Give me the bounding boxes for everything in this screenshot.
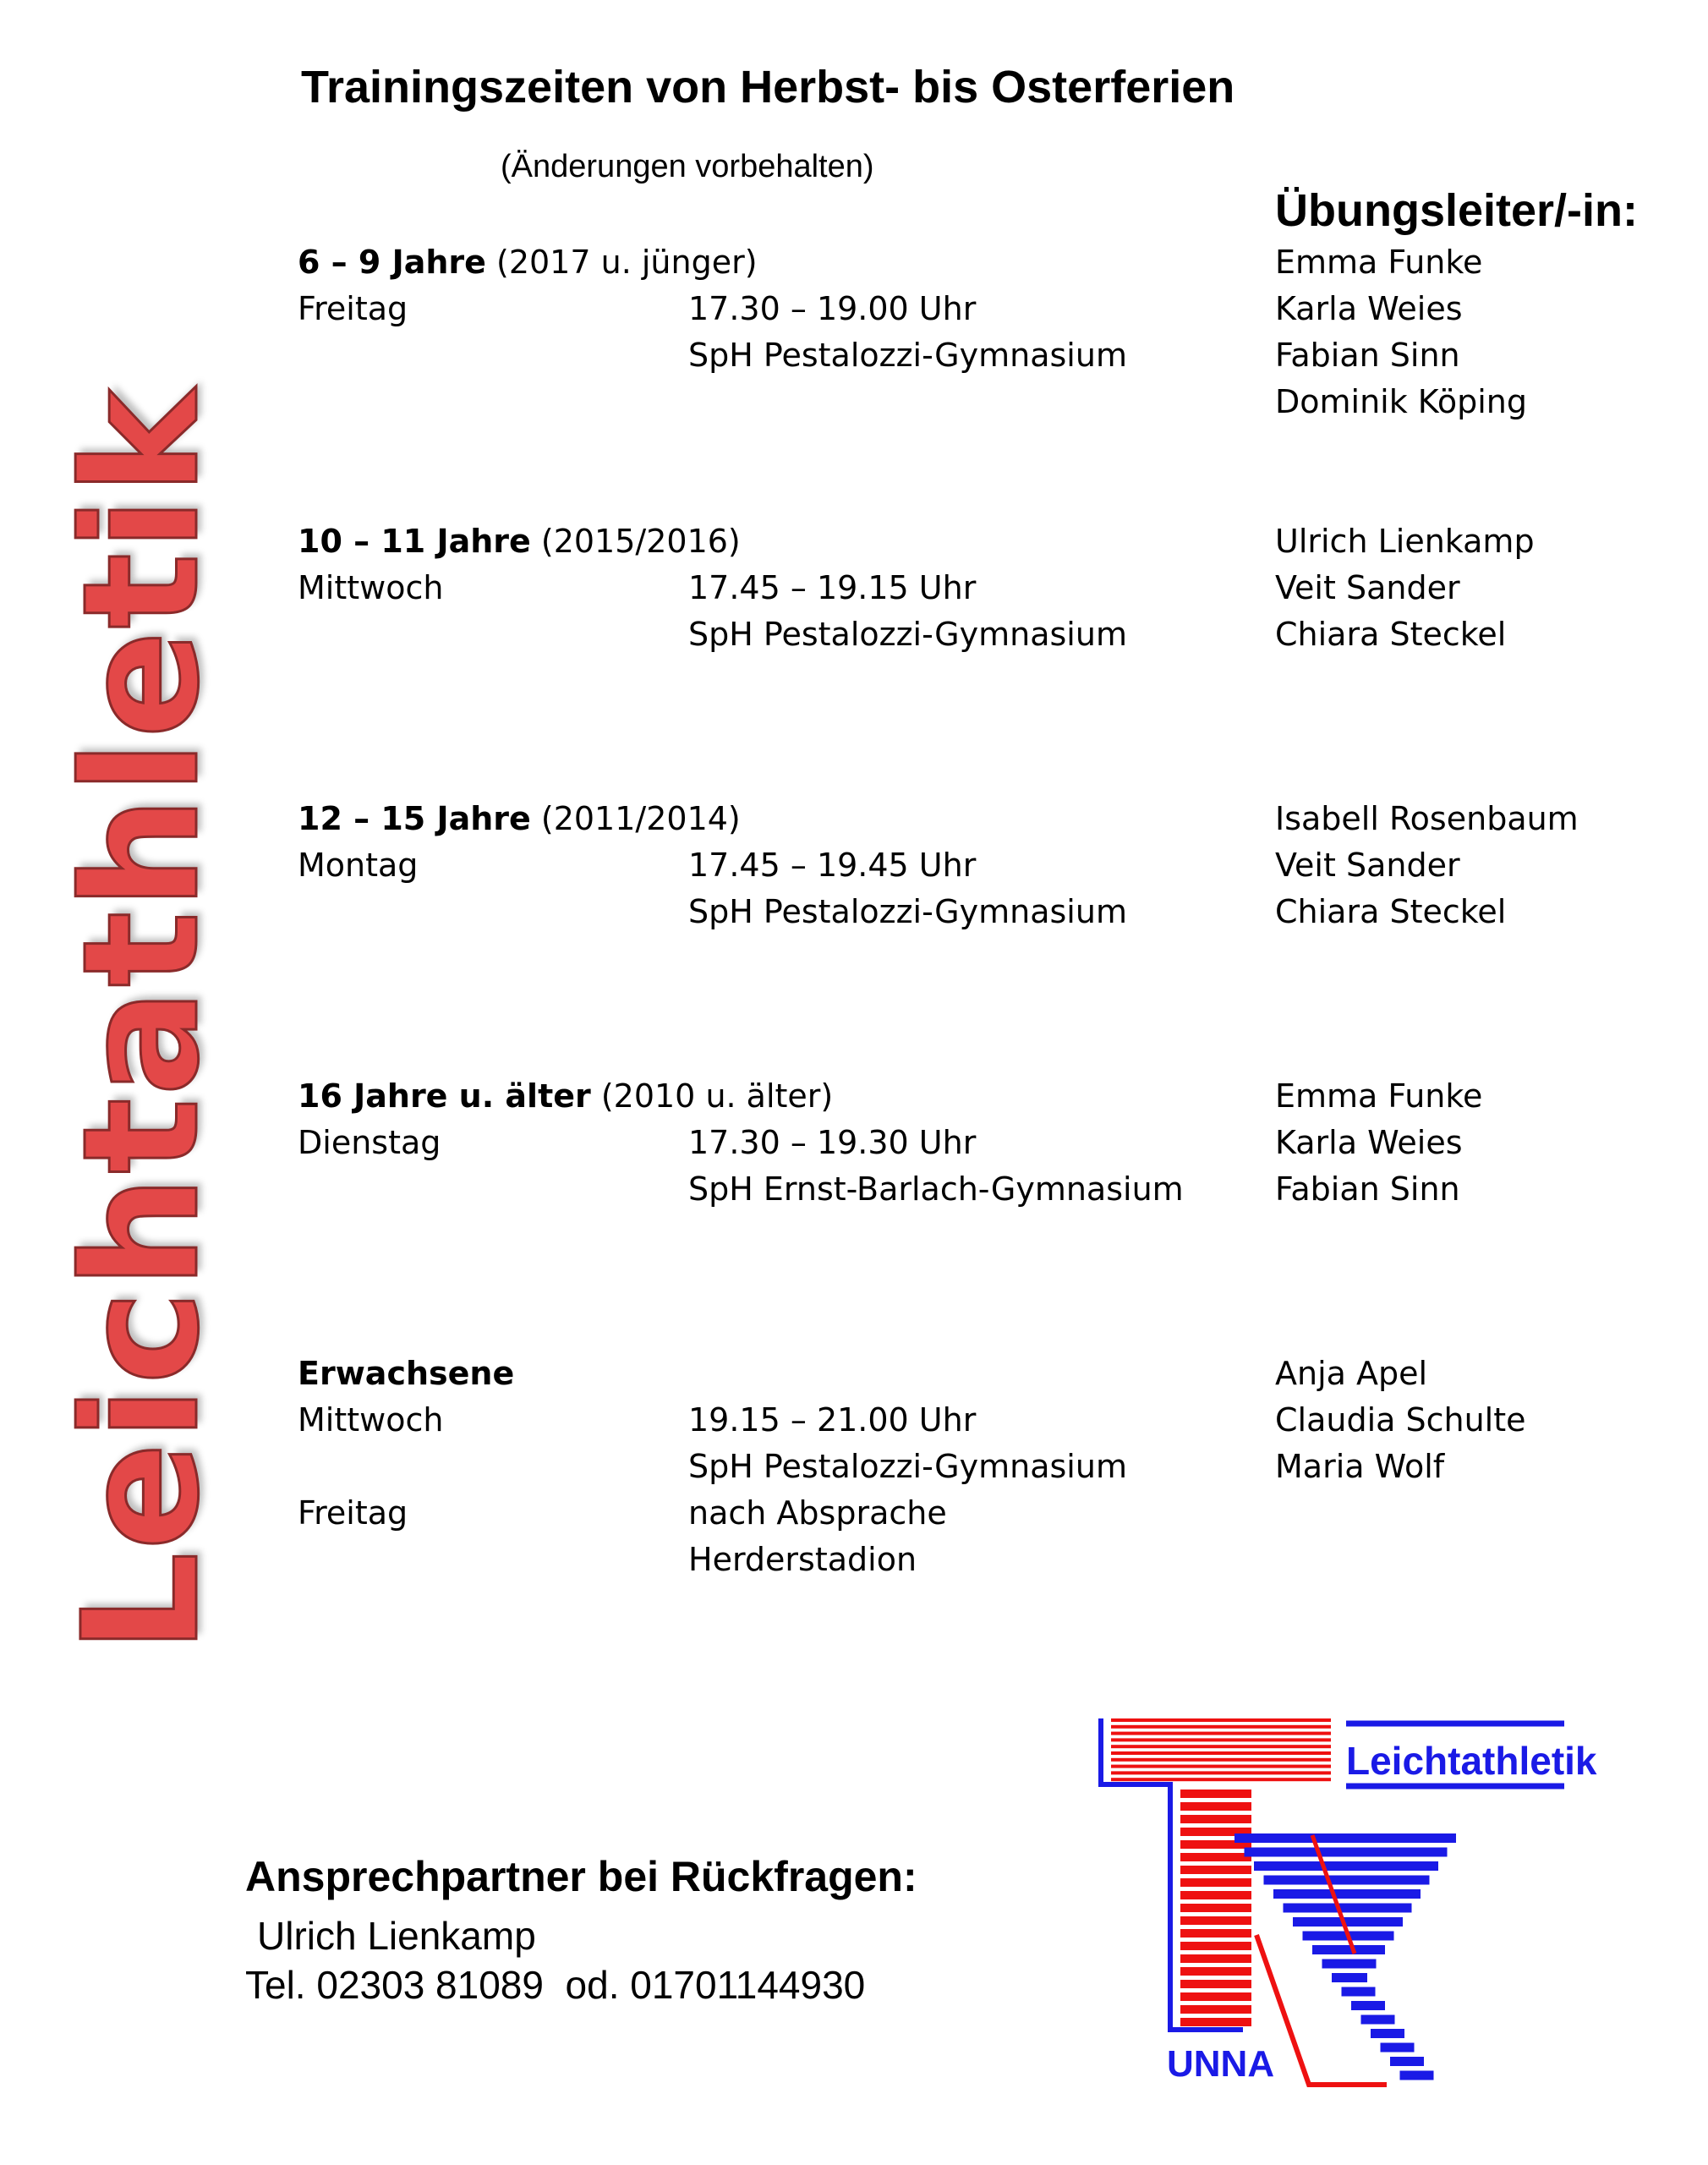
contact-phone: Tel. 02303 81089 od. 01701144930 — [245, 1963, 866, 2007]
logo-v-stripe — [1351, 2001, 1385, 2010]
logo-t-stem-stripe — [1180, 1815, 1251, 1823]
session-time: 17.45 – 19.15 Uhr — [688, 569, 977, 606]
vertical-sport-label: Leichtathletik — [49, 387, 234, 1653]
logo-v-stripe — [1381, 2043, 1415, 2053]
logo-v-stripe — [1273, 1889, 1421, 1899]
coach-name: Veit Sander — [1275, 847, 1460, 884]
coach-name: Veit Sander — [1275, 569, 1460, 606]
coach-name: Chiara Steckel — [1275, 893, 1507, 930]
group-heading — [298, 1072, 833, 1120]
logo-v-stripe — [1332, 1973, 1367, 1982]
tv-unna-logo — [1091, 1708, 1597, 2089]
contact-name: Ulrich Lienkamp — [257, 1914, 536, 1958]
logo-t-stem-stripe — [1180, 2018, 1251, 2026]
session-place: SpH Pestalozzi-Gymnasium — [688, 616, 1127, 653]
session-day: Mittwoch — [298, 569, 444, 606]
logo-t-stem-stripe — [1180, 1954, 1251, 1963]
logo-t-stem-stripe — [1180, 1929, 1251, 1938]
logo-t-stem-stripe — [1180, 1916, 1251, 1925]
session-place: SpH Pestalozzi-Gymnasium — [688, 1448, 1127, 1485]
group-years: (2011/2014) — [530, 800, 741, 837]
coach-name: Karla Weies — [1275, 290, 1463, 327]
coach-name: Isabell Rosenbaum — [1275, 800, 1579, 837]
page-subtitle: (Änderungen vorbehalten) — [501, 149, 874, 184]
logo-city-text: UNNA — [1167, 2043, 1275, 2085]
logo-t-stem-stripe — [1180, 1980, 1251, 1988]
logo-v-stripe — [1284, 1904, 1412, 1913]
session-place: Herderstadion — [688, 1541, 917, 1578]
session-time: 19.15 – 21.00 Uhr — [688, 1401, 977, 1439]
logo-t-bar-stripe — [1111, 1758, 1331, 1762]
session-time: nach Absprache — [688, 1494, 947, 1532]
logo-t-stem-stripe — [1180, 1891, 1251, 1899]
session-place: SpH Ernst-Barlach-Gymnasium — [688, 1170, 1184, 1208]
logo-t-stem-stripe — [1180, 1853, 1251, 1861]
logo-t-bar-stripe — [1111, 1771, 1331, 1774]
group-heading — [298, 795, 741, 842]
logo-v-stripe — [1245, 1848, 1448, 1857]
session-day: Montag — [298, 847, 419, 884]
group-name: Erwachsene — [298, 1355, 515, 1392]
logo-t-bar-stripe — [1111, 1751, 1331, 1755]
logo-t-stripes — [1111, 1718, 1331, 2026]
session-day: Freitag — [298, 290, 408, 327]
page-title: Trainingszeiten von Herbst- bis Osterferien — [301, 62, 1235, 112]
coach-name: Ulrich Lienkamp — [1275, 523, 1535, 560]
coach-name: Fabian Sinn — [1275, 1170, 1460, 1208]
logo-t-bar-stripe — [1111, 1765, 1331, 1768]
coach-name: Maria Wolf — [1275, 1448, 1445, 1485]
logo-v-stripe — [1322, 1959, 1377, 1969]
logo-t-stem-stripe — [1180, 1790, 1251, 1798]
group-years: (2017 u. jünger) — [485, 244, 758, 281]
logo-t-stem-stripe — [1180, 1878, 1251, 1887]
coach-name: Karla Weies — [1275, 1124, 1463, 1161]
logo-t-stem-stripe — [1180, 1802, 1251, 1811]
logo-department-text: Leichtathletik — [1346, 1739, 1597, 1783]
session-day: Mittwoch — [298, 1401, 444, 1439]
logo-v-stripe — [1371, 2029, 1404, 2038]
logo-v-stripe — [1254, 1861, 1438, 1871]
group-heading — [298, 1350, 514, 1397]
group-name: 16 Jahre u. älter — [298, 1077, 591, 1115]
session-day: Dienstag — [298, 1124, 441, 1161]
logo-v-stripe — [1361, 2015, 1395, 2025]
group-heading — [298, 238, 758, 286]
logo-t-bar-stripe — [1111, 1745, 1331, 1748]
logo-v-stripe — [1342, 1987, 1376, 1997]
logo-v-stripe — [1390, 2057, 1424, 2066]
session-time: 17.30 – 19.00 Uhr — [688, 290, 977, 327]
session-place: SpH Pestalozzi-Gymnasium — [688, 893, 1127, 930]
logo-t-bar-stripe — [1111, 1738, 1331, 1741]
group-name: 12 – 15 Jahre — [298, 800, 531, 837]
logo-t-stem-stripe — [1180, 1942, 1251, 1950]
group-heading — [298, 518, 741, 565]
coach-name: Chiara Steckel — [1275, 616, 1507, 653]
logo-v-stripe — [1234, 1833, 1456, 1843]
logo-v-stripe — [1293, 1917, 1403, 1927]
coach-name: Claudia Schulte — [1275, 1401, 1526, 1439]
group-name: 10 – 11 Jahre — [298, 523, 531, 560]
logo-t-bar-stripe — [1111, 1732, 1331, 1735]
logo-t-bar-stripe — [1111, 1725, 1331, 1729]
session-place: SpH Pestalozzi-Gymnasium — [688, 337, 1127, 374]
logo-t-stem-stripe — [1180, 1992, 1251, 2001]
coach-name: Dominik Köping — [1275, 383, 1527, 420]
group-years: (2015/2016) — [530, 523, 741, 560]
coach-name: Emma Funke — [1275, 244, 1483, 281]
session-time: 17.30 – 19.30 Uhr — [688, 1124, 977, 1161]
session-time: 17.45 – 19.45 Uhr — [688, 847, 977, 884]
logo-v-stripe — [1400, 2071, 1434, 2080]
coach-name: Fabian Sinn — [1275, 337, 1460, 374]
coach-name: Anja Apel — [1275, 1355, 1428, 1392]
group-years: (2010 u. älter) — [590, 1077, 834, 1115]
session-day: Freitag — [298, 1494, 408, 1532]
logo-t-bar-stripe — [1111, 1778, 1331, 1781]
group-name: 6 – 9 Jahre — [298, 244, 486, 281]
logo-t-stem-stripe — [1180, 1904, 1251, 1912]
logo-v-stripe — [1264, 1876, 1430, 1885]
coach-column-header: Übungsleiter/-in: — [1275, 185, 1638, 236]
logo-t-stem-stripe — [1180, 1866, 1251, 1874]
logo-v-stripe — [1312, 1945, 1385, 1954]
logo-t-stem-stripe — [1180, 1967, 1251, 1976]
contact-title: Ansprechpartner bei Rückfragen: — [245, 1853, 917, 1900]
logo-t-bar-stripe — [1111, 1718, 1331, 1722]
logo-t-stem-stripe — [1180, 2005, 1251, 2014]
coach-name: Emma Funke — [1275, 1077, 1483, 1115]
